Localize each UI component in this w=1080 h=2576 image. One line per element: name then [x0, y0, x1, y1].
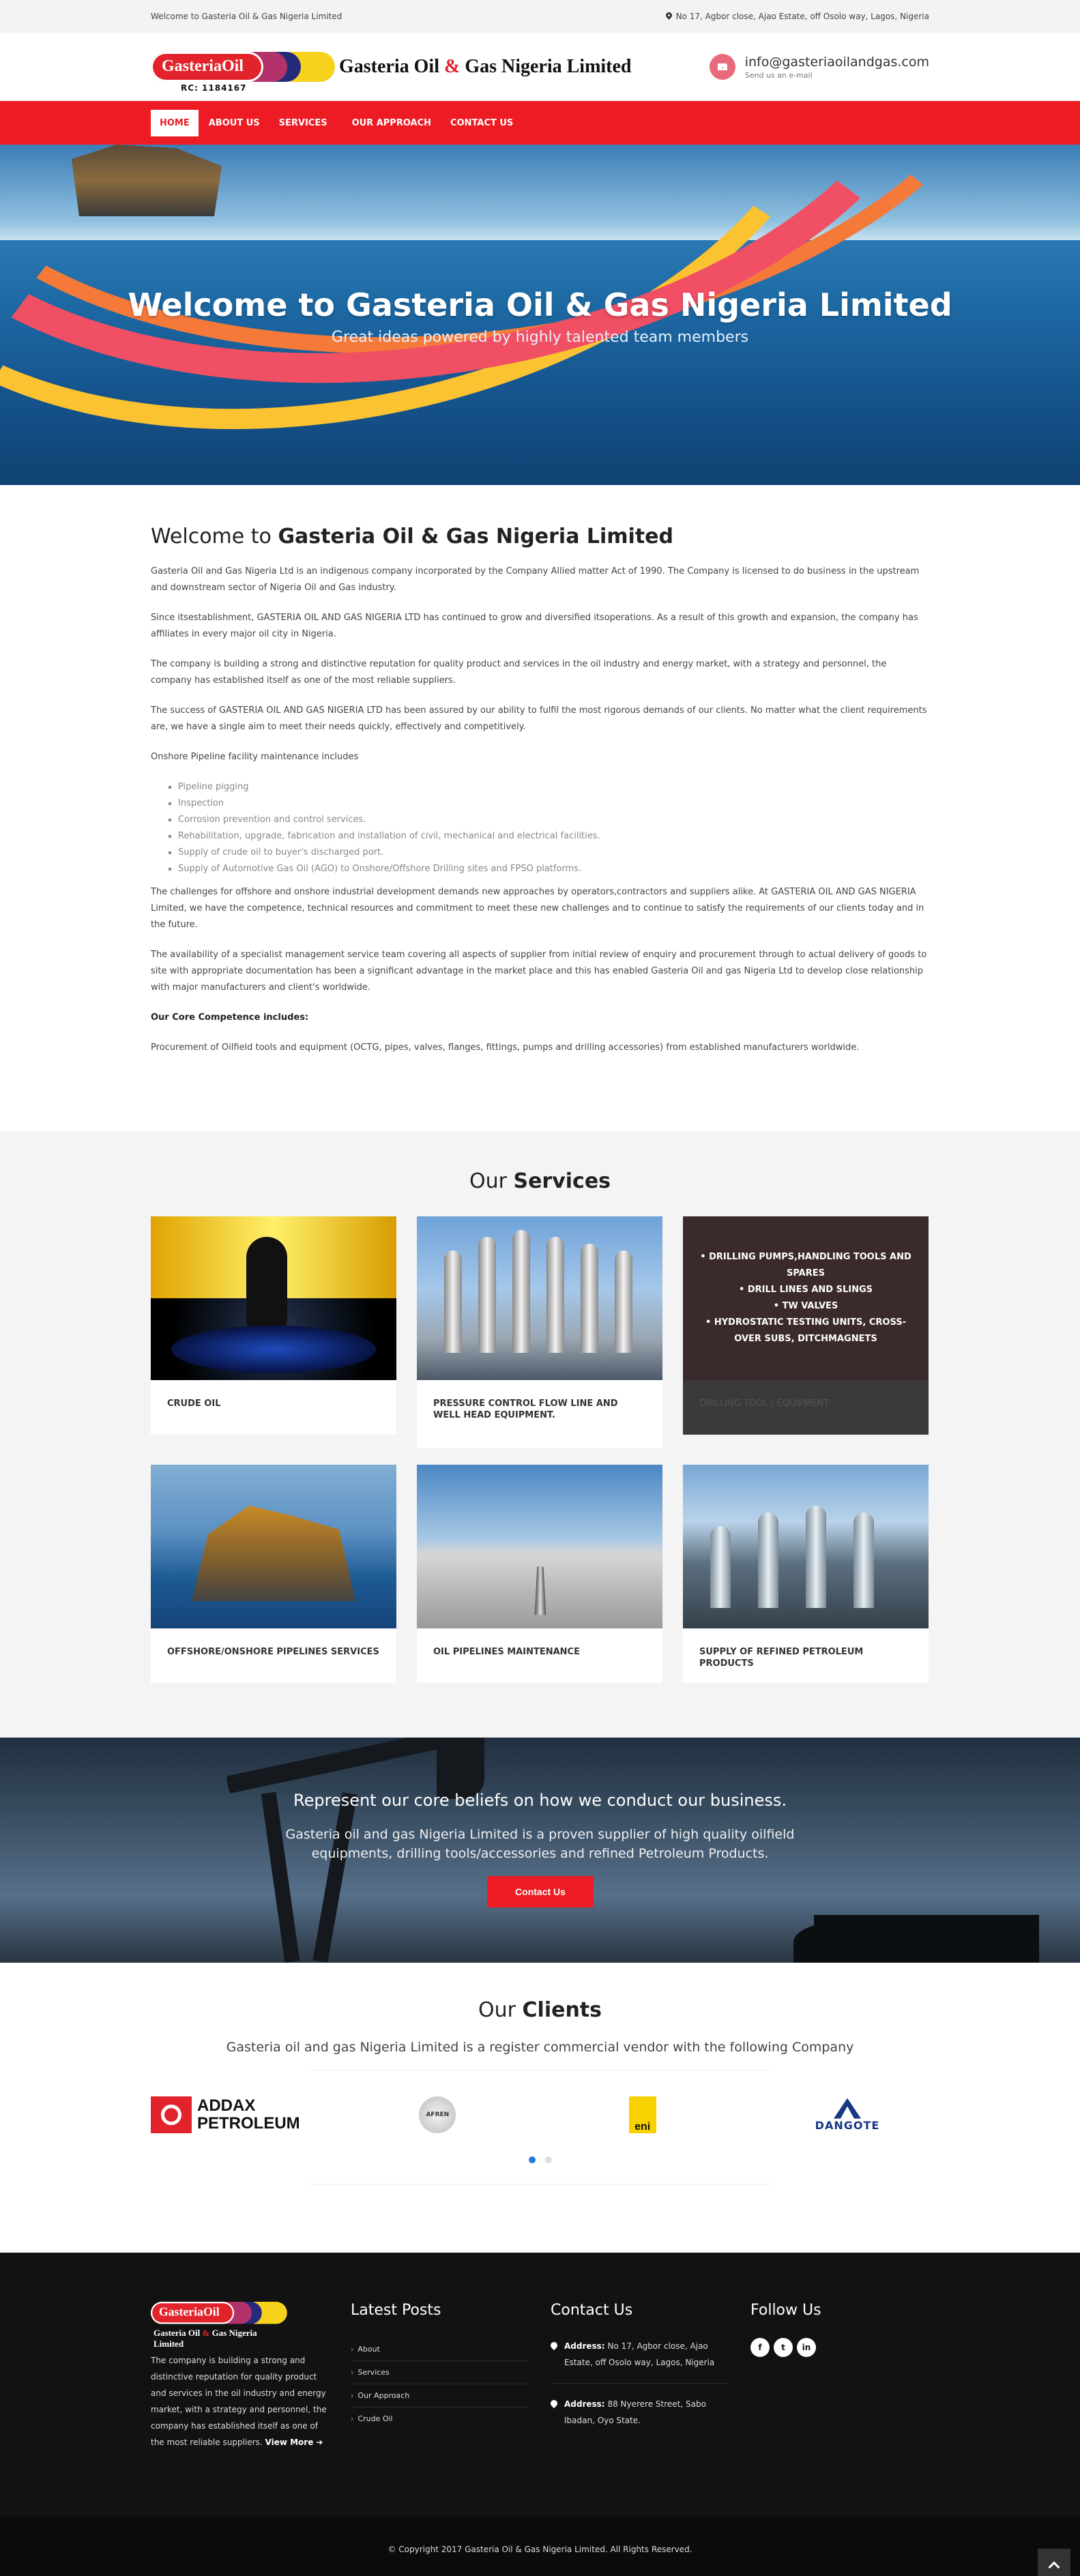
topbar-address-text: No 17, Agbor close, Ajao Estate, off Osolo way, Lagos, Nigeria	[675, 12, 929, 21]
client-logo-afren: AFREN	[355, 2091, 519, 2139]
facebook-icon[interactable]: f	[750, 2338, 770, 2357]
welcome-section	[0, 485, 1080, 1131]
envelope-icon	[710, 54, 735, 80]
service-card-label: SUPPLY OF REFINED PETROLEUM PRODUCTS	[699, 1647, 864, 1669]
client-logo-eni: eni	[561, 2091, 725, 2139]
service-card-pipelines-services[interactable]	[151, 1465, 396, 1683]
chevron-up-icon	[1049, 2562, 1060, 2573]
service-card-label: PRESSURE CONTROL FLOW LINE AND WELL HEAD EQUIPMENT.	[433, 1399, 618, 1420]
welcome-paragraph: Onshore Pipeline facility maintenance includes	[151, 752, 359, 762]
service-card-overlay: • DRILLING PUMPS,HANDLING TOOLS AND SPARES • DRILL LINES AND SLINGS • TW VALVES • HYDROSTATIC TESTING UNITS, CROSS-OVER SUBS, DITCHMAGNETS	[683, 1216, 929, 1380]
topbar-welcome: Welcome to Gasteria Oil & Gas Nigeria Limited	[151, 12, 342, 21]
copyright-text: © Copyright 2017 Gasteria Oil & Gas Nigeria Limited. All Rights Reserved.	[388, 2544, 692, 2554]
welcome-paragraph: Procurement of Oilfield tools and equipment (OCTG, pipes, valves, flanges, fittings, pumps and drilling accessories) from established manufacturers worldwide.	[151, 1042, 860, 1053]
header	[0, 33, 1080, 101]
services-title: Our Services	[469, 1169, 611, 1193]
twitter-icon[interactable]: t	[774, 2338, 793, 2357]
footer-contact	[551, 2302, 729, 2453]
cta-banner	[0, 1738, 1080, 1963]
nav-about-us[interactable]: ABOUT US	[208, 117, 260, 128]
pipes-image	[417, 1216, 662, 1380]
nav-services[interactable]: SERVICES	[278, 117, 327, 128]
contact-us-button[interactable]: Contact Us	[487, 1876, 594, 1907]
map-pin-icon	[551, 2400, 557, 2409]
logo[interactable]	[151, 41, 632, 93]
service-card-pressure-control[interactable]	[417, 1216, 662, 1448]
main-nav	[0, 101, 1080, 145]
footer-about	[151, 2302, 330, 2453]
service-card-label: CRUDE OIL	[167, 1399, 221, 1409]
footer-heading: Contact Us	[551, 2302, 633, 2319]
nav-our-approach[interactable]: OUR APPROACH	[351, 117, 432, 128]
logo-brand: GasteriaOil	[162, 57, 244, 75]
clients-intro: Gasteria oil and gas Nigeria Limited is a register commercial vendor with the following Company	[226, 2040, 854, 2055]
nav-contact-us[interactable]: CONTACT US	[450, 117, 514, 128]
list-item: ▪ Rehabilitation, upgrade, fabrication and installation of civil, mechanical and electrical facilities.	[178, 828, 929, 845]
footer-address: Address: No 17, Agbor close, Ajao Estate, off Osolo way, Lagos, Nigeria	[551, 2338, 729, 2384]
list-item: ▪ Pipeline pigging	[178, 779, 929, 795]
clients-section	[0, 1963, 1080, 2253]
view-more-link[interactable]: View More	[265, 2438, 314, 2447]
service-card-label: DRILLING TOOL / EQUIPMENT	[699, 1399, 830, 1409]
footer-heading: Follow Us	[750, 2302, 821, 2319]
offshore-platform-image	[151, 1465, 396, 1628]
footer-heading: Latest Posts	[351, 2302, 441, 2319]
logo-badge	[151, 41, 330, 93]
header-email[interactable]	[710, 54, 929, 80]
hero-subtitle: Great ideas powered by highly talented team members	[331, 329, 749, 346]
topbar-address	[666, 12, 929, 21]
cta-text: Gasteria oil and gas Nigeria Limited is a proven supplier of high quality oilfield equipments, drilling tools/accessories and refined Petroleum Products.	[285, 1827, 795, 1861]
hero-title: Welcome to Gasteria Oil & Gas Nigeria Limited	[128, 287, 952, 323]
footer	[0, 2253, 1080, 2517]
welcome-paragraph: Gasteria Oil and Gas Nigeria Ltd is an indigenous company incorporated by the Company Allied matter Act of 1990. The Company is licensed to do business in the upstream and downstream sector of Nigeria Oil and Gas industry.	[151, 566, 920, 593]
clients-carousel	[151, 2091, 929, 2139]
welcome-paragraph: The success of GASTERIA OIL AND GAS NIGERIA LTD has been assured by our ability to fulfil the most rigorous demands of our clients. No matter what the client requirements are, we have a single aim to meet their needs quickly, effectively and competitively.	[151, 705, 927, 732]
service-card-drilling-tool[interactable]	[683, 1216, 929, 1435]
list-item: ▪ Supply of crude oil to buyer's discharged port.	[178, 845, 929, 861]
maintenance-list	[178, 779, 929, 877]
footer-post-link[interactable]: › Our Approach	[351, 2384, 529, 2407]
welcome-paragraph: The availability of a specialist management service team covering all aspects of supplier from initial review of enquiry and procurement through to actual delivery of goods to site with appropriate documentation has been a significant advantage in the market place and this has enabled Gasteria Oil and gas Nigeria Ltd to develop close relationship with major manufacturers and client's worldwide.	[151, 950, 927, 993]
service-card-refined-products[interactable]	[683, 1465, 929, 1683]
map-pin-icon	[551, 2342, 557, 2351]
drilling-tool-image	[683, 1216, 929, 1380]
arrow-right-icon: ➔	[316, 2438, 323, 2447]
hero-banner	[0, 145, 1080, 485]
footer-follow	[750, 2302, 929, 2453]
footer-latest-posts	[351, 2302, 529, 2453]
linkedin-icon[interactable]: in	[797, 2338, 816, 2357]
core-competence-title: Our Core Competence includes:	[151, 1012, 309, 1023]
welcome-title: Welcome to Gasteria Oil & Gas Nigeria Limited	[151, 525, 673, 548]
service-card-label: OIL PIPELINES MAINTENANCE	[433, 1647, 580, 1657]
email-caption: Send us an e-mail	[744, 70, 813, 80]
welcome-paragraph: The company is building a strong and distinctive reputation for quality product and services in the oil industry and energy market, with a strategy and personnel, the company has established itself as one of the most reliable suppliers.	[151, 659, 887, 686]
list-item: ▪ Inspection	[178, 795, 929, 812]
logo-rc-number: RC: 1184167	[181, 83, 247, 93]
client-logo-dangote: DANGOTE	[765, 2091, 929, 2139]
footer-post-link[interactable]: › Services	[351, 2361, 529, 2384]
list-item: ▪ Supply of Automotive Gas Oil (AGO) to Onshore/Offshore Drilling sites and FPSO platforms.	[178, 861, 929, 877]
client-logo-addax: ADDAX PETROLEUM	[151, 2091, 315, 2139]
service-card-crude-oil[interactable]	[151, 1216, 396, 1435]
map-pin-icon	[666, 12, 672, 20]
footer-about-text: The company is building a strong and distinctive reputation for quality product and services in the oil industry and energy market, with a strategy and personnel, the company has established itself as one of the most reliable suppliers.	[151, 2356, 327, 2447]
welcome-paragraph: The challenges for offshore and onshore industrial development demands new approaches by operators,contractors and suppliers alike. At GASTERIA OIL AND GAS NIGERIA Limited, we have the competence, technical resources and commitment to meet these new challenges and to continue to satisfy the requirements of our clients today and in the future.	[151, 887, 924, 930]
footer-logo[interactable]: GasteriaOil Gasteria Oil & Gas Nigeria Limited	[151, 2302, 287, 2343]
service-card-pipelines-maintenance[interactable]	[417, 1465, 662, 1683]
nav-home[interactable]: HOME	[151, 110, 199, 136]
copyright-bar	[0, 2517, 1080, 2576]
pipeline-image	[417, 1465, 662, 1628]
carousel-dots	[151, 2156, 929, 2163]
list-item: ▪ Corrosion prevention and control services.	[178, 812, 929, 828]
welcome-paragraph: Since itsestablishment, GASTERIA OIL AND GAS NIGERIA LTD has continued to grow and diversified itsoperations. As a result of this growth and expansion, the company has affiliates in every major oil city in Nigeria.	[151, 613, 918, 639]
scroll-to-top-button[interactable]	[1038, 2549, 1070, 2576]
refinery-image	[683, 1465, 929, 1628]
crude-oil-image	[151, 1216, 396, 1380]
footer-address: Address: 88 Nyerere Street, Sabo Ibadan, Oyo State.	[551, 2396, 729, 2441]
email-address[interactable]: info@gasteriaoilandgas.com	[744, 54, 929, 70]
topbar	[0, 0, 1080, 33]
footer-post-link[interactable]: › About	[351, 2338, 529, 2361]
logo-company-name: Gasteria Oil & Gas Nigeria Limited	[339, 56, 632, 77]
carousel-dot[interactable]	[529, 2156, 536, 2163]
clients-title: Our Clients	[478, 1998, 602, 2022]
cta-title: Represent our core beliefs on how we conduct our business.	[293, 1791, 787, 1810]
services-section	[0, 1131, 1080, 1738]
service-card-label: OFFSHORE/ONSHORE PIPELINES SERVICES	[167, 1647, 379, 1657]
carousel-dot[interactable]	[545, 2156, 552, 2163]
footer-post-link[interactable]: › Crude Oil	[351, 2407, 529, 2430]
